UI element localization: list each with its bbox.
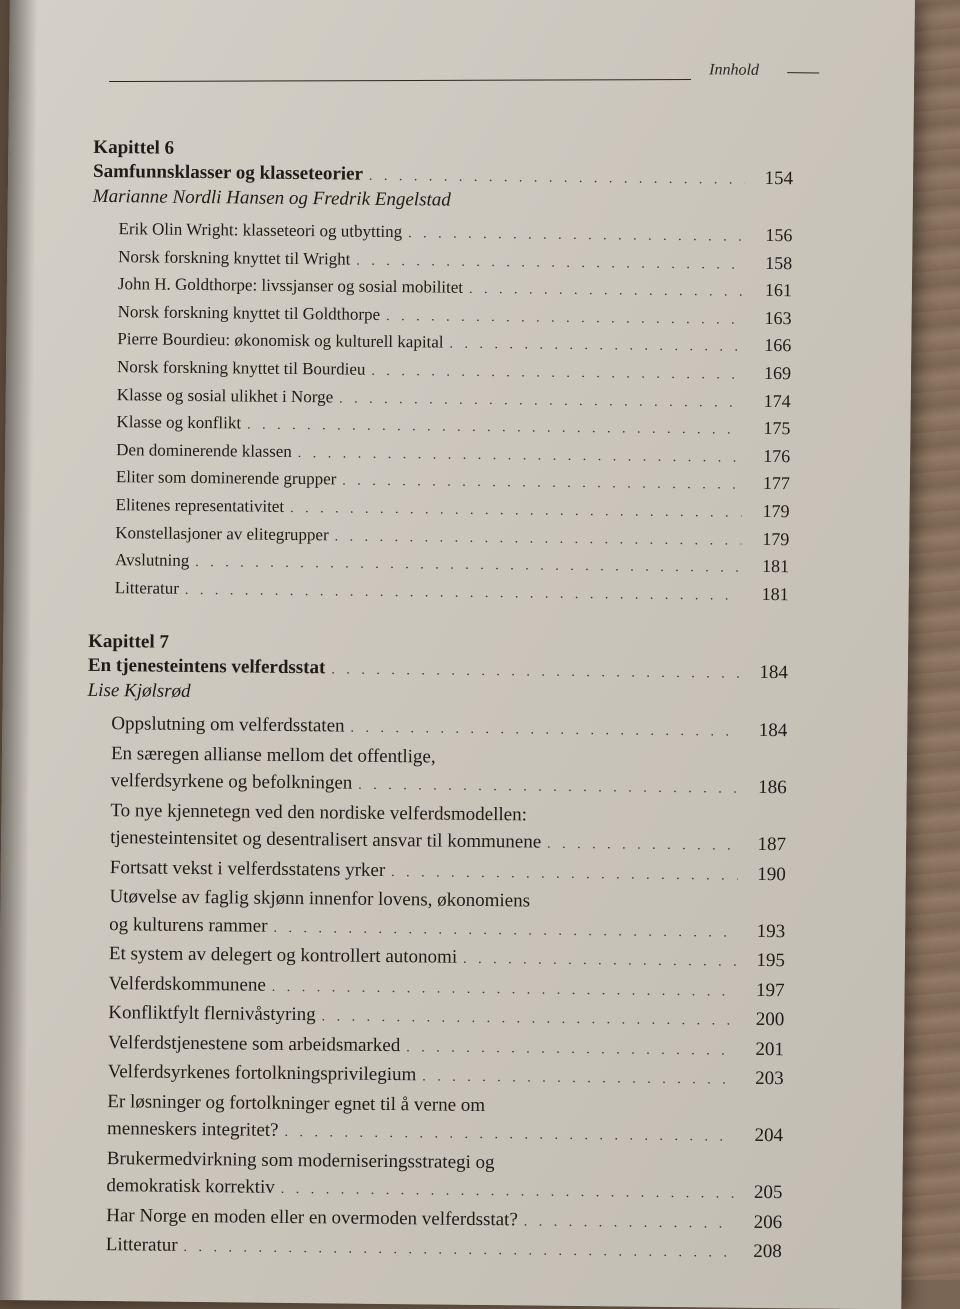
toc-entry-page: 184	[758, 720, 788, 742]
toc-entry-page: 179	[762, 500, 790, 522]
toc-entry-first-line[interactable]: Er løsninger og fortolkninger egnet til å verne om	[107, 1090, 486, 1116]
toc-entry-page: 208	[753, 1241, 782, 1263]
toc-entry-page: 169	[763, 362, 792, 384]
toc-entry-page: 204	[754, 1125, 784, 1147]
toc-entry-page: 177	[762, 473, 790, 494]
toc-entry-page: 200	[755, 1009, 785, 1031]
toc-entry-title: Et system av delegert og kontrollert autonomi	[108, 943, 458, 969]
toc-entry-title: Fortsatt vekst i velferdsstatens yrker	[109, 856, 386, 881]
dot-leader	[272, 974, 737, 1006]
toc-entry-page: 166	[764, 335, 792, 356]
toc-entry-title: Elitenes representativitet	[115, 495, 285, 516]
chapter-label: Kapittel 6	[93, 136, 175, 159]
toc-entry-title: menneskers integritet?	[106, 1118, 279, 1142]
toc-entry-page: 176	[763, 445, 791, 466]
dot-leader	[339, 387, 743, 416]
toc-entry-page: 175	[763, 418, 791, 439]
dot-leader	[449, 333, 743, 361]
toc-entry-title: Norsk forskning knyttet til Goldthorpe	[117, 301, 381, 324]
toc-entry-title: demokratisk korrektiv	[106, 1175, 275, 1199]
toc-entry-page: 195	[756, 950, 785, 972]
toc-entry-title: Norsk forskning knyttet til Wright	[118, 246, 351, 269]
dot-leader	[350, 715, 739, 747]
toc-entry-title: John H. Goldthorpe: livssjanser og sosial mobilitet	[117, 274, 464, 297]
toc-entry-page: 201	[755, 1038, 785, 1060]
chapter-page-number: 154	[764, 167, 794, 190]
toc-entry-page: 161	[764, 280, 793, 301]
dot-leader	[356, 249, 744, 278]
toc-entry-title: Klasse og sosial ulikhet i Norge	[116, 384, 334, 406]
dot-leader	[386, 305, 744, 333]
dot-leader	[247, 414, 743, 444]
toc-entry-page: 174	[763, 390, 791, 411]
toc-entry-page: 158	[765, 252, 793, 273]
toc-entry-page: 206	[753, 1211, 783, 1233]
running-header-title: Innhold	[709, 61, 760, 79]
chapter-title: Samfunnsklasser og klasseteorier	[92, 160, 364, 185]
chapter-author: Lise Kjølsrød	[87, 680, 191, 703]
toc-entry-title: Velferdsyrkenes fortolkningsprivilegium	[107, 1061, 417, 1086]
chapter-author: Marianne Nordli Hansen og Fredrik Engelstad	[92, 185, 451, 211]
toc-entry-title: tjenesteintensitet og desentralisert ansvar til kommunene	[110, 827, 542, 853]
dot-leader	[331, 663, 740, 683]
dot-leader	[342, 470, 742, 499]
dot-leader	[391, 859, 738, 890]
toc-entry-title: Klasse og konflikt	[116, 412, 242, 433]
dot-leader	[371, 360, 743, 388]
toc-entry-title: Har Norge en moden eller en overmoden velferdsstat?	[106, 1204, 518, 1231]
toc-entry-page: 186	[758, 777, 787, 799]
toc-entry-title: Litteratur	[105, 1234, 178, 1257]
toc-entry-title: og kulturens rammer	[109, 913, 268, 937]
toc-entry-title: Avslutning	[114, 550, 190, 571]
dot-leader	[358, 772, 739, 803]
toc-entry-page: 181	[761, 583, 789, 604]
toc-entry-page: 190	[757, 863, 786, 885]
header-rule	[109, 79, 691, 82]
dot-leader	[422, 1064, 736, 1095]
toc-entry-title: Konfliktfylt flernivåstyring	[108, 1002, 316, 1026]
toc-entry-first-line[interactable]: Utøvelse av faglig skjønn innenfor lovens, økonomiens	[109, 886, 531, 912]
toc-entry-page: 163	[764, 307, 792, 328]
toc-entry-first-line[interactable]: En særegen allianse mellom det offentlige,	[110, 742, 436, 768]
toc-entry-first-line[interactable]: To nye kjennetegn ved den nordiske velferdsmodellen:	[110, 799, 528, 826]
dot-leader	[524, 1208, 735, 1238]
toc-entry-title: Oppslutning om velferdsstaten	[111, 713, 345, 737]
dot-leader	[408, 222, 745, 250]
toc-entry-title: Konstellasjoner av elitegrupper	[115, 522, 329, 544]
toc-entry-title: velferdsyrkene og befolkningen	[110, 770, 353, 794]
dot-leader	[183, 1234, 734, 1267]
toc-entry-title: Pierre Bourdieu: økonomisk og kulturell kapital	[117, 329, 444, 352]
toc-entry-title: Litteratur	[114, 577, 180, 598]
toc-entry-title: Erik Olin Wright: klasseteori og utbytting	[118, 219, 403, 242]
chapter-title: En tjenesteintens velferdsstat	[87, 655, 326, 679]
page-gutter-shadow	[0, 0, 38, 1300]
dot-leader	[298, 442, 743, 471]
toc-entry-page: 179	[762, 528, 790, 549]
dot-leader	[322, 1004, 737, 1036]
toc-entry-first-line[interactable]: Brukermedvirkning som moderniseringsstrategi og	[106, 1147, 495, 1173]
toc-entry-page: 187	[757, 834, 787, 856]
toc-entry-page: 156	[765, 224, 793, 246]
running-header	[109, 55, 809, 102]
chapter-7-entries	[82, 710, 788, 1268]
chapter-7	[82, 630, 789, 1268]
dot-leader	[185, 579, 741, 609]
toc-entry-page: 181	[761, 556, 790, 577]
toc-entry-page: 205	[753, 1182, 783, 1204]
dot-leader	[463, 946, 737, 976]
header-dash	[787, 72, 819, 73]
dot-leader	[369, 169, 745, 189]
dot-leader	[335, 525, 742, 554]
dot-leader	[290, 497, 742, 526]
dot-leader	[406, 1034, 736, 1065]
toc-entry-title: Eliter som dominerende grupper	[115, 467, 337, 489]
dot-leader	[547, 831, 738, 860]
toc-entry-title: Velferdstjenestene som arbeidsmarked	[107, 1031, 401, 1056]
toc-entry-page: 193	[756, 920, 786, 942]
toc-entry-title: Norsk forskning knyttet til Bourdieu	[116, 357, 366, 379]
table-of-contents	[81, 136, 793, 1296]
dot-leader	[284, 1119, 735, 1151]
chapter-label: Kapittel 7	[88, 631, 170, 654]
toc-entry-page: 203	[755, 1068, 784, 1090]
toc-entry-title: Den dominerende klassen	[116, 439, 292, 461]
chapter-6	[89, 136, 794, 610]
chapter-6-entries	[89, 216, 793, 610]
chapter-page-number: 184	[759, 662, 789, 684]
dot-leader	[469, 278, 744, 305]
toc-entry-page: 197	[755, 979, 785, 1001]
toc-entry-title: Velferdskommunene	[108, 972, 266, 996]
